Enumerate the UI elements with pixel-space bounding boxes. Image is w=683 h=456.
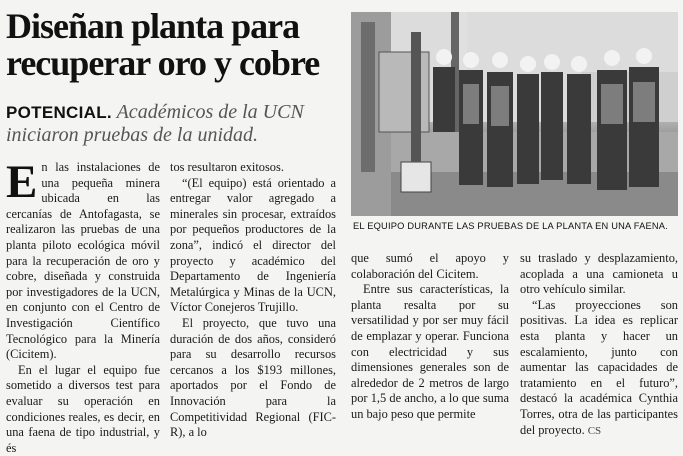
- paragraph: En el lugar el equipo fue sometido a diversos test para evaluar su operación en condiciones reales, es decir, en una faena de tipo industrial, y és: [6, 362, 160, 455]
- drop-cap: E: [6, 156, 38, 208]
- text-column-4: [520, 251, 678, 439]
- end-mark-icon: CS: [587, 424, 602, 437]
- paragraph: “(El equipo) está orientado a entregar valor agregado a minerales sin procesar, extraídos por pequeños productores de la zona”, indicó el director del proyecto y académico del Departamento de Ingeniería Metalúrgica y Minas de la UCN, Víctor Conejeros Trujillo.: [170, 175, 336, 315]
- paragraph: que sumó el apoyo y colaboración del Cicitem.: [351, 251, 509, 281]
- paragraph: El proyecto, que tuvo una duración de dos años, consideró para su desarrollo recursos cercanos a los $193 millones, aportados por el Fondo de Innovación para la Competitividad Regional (FIC-R), a lo: [170, 315, 336, 440]
- paragraph: [6, 156, 160, 363]
- text-column-3: [351, 251, 509, 423]
- paragraph-text: n las instalaciones de una pequeña minera ubicada en las cercanías de Antofagasta, se realizaron las pruebas de una planta piloto ecológica móvil para la recuperación de oro y cobre, diseñada y construida por investigadores de la UCN, en conjunto con el Centro de Investigación Científico Tecnológico para la Minería (Cicitem).: [6, 160, 160, 362]
- paragraph: su traslado y desplazamiento, acoplada a una camioneta u otro vehículo similar.: [520, 251, 678, 297]
- lead-text: Académicos de la UCN iniciaron pruebas de la unidad.: [6, 101, 304, 146]
- paragraph: [520, 298, 678, 439]
- paragraph: tos resultaron exitosos.: [170, 160, 284, 174]
- paragraph: Entre sus características, la planta resalta por su versatilidad y por ser muy fácil de emplazar y operar. Funciona con electricidad y sus dimensiones generales son de alrededor de 2 metros de largo por 1,5 de ancho, a lo que suma un bajo peso que permite: [351, 282, 509, 421]
- headline: Diseñan planta para recuperar oro y cobre: [6, 6, 320, 83]
- kicker: POTENCIAL.: [6, 103, 112, 122]
- photo-illustration: [351, 12, 678, 216]
- photo-caption: EL EQUIPO DURANTE LAS PRUEBAS DE LA PLANTA EN UNA FAENA.: [353, 221, 668, 231]
- lead-paragraph: [6, 101, 346, 146]
- paragraph-text: “Las proyecciones son positivas. La idea es replicar esta planta y hacer un escalamiento, junto con aumentar las capacidades de tratamiento en el futuro”, destacó la académica Cynthia Torres, otra de las participantes del proyecto.: [520, 297, 678, 437]
- text-column-2: [170, 160, 336, 441]
- text-column-1: [6, 156, 160, 456]
- article-photo: [351, 12, 678, 216]
